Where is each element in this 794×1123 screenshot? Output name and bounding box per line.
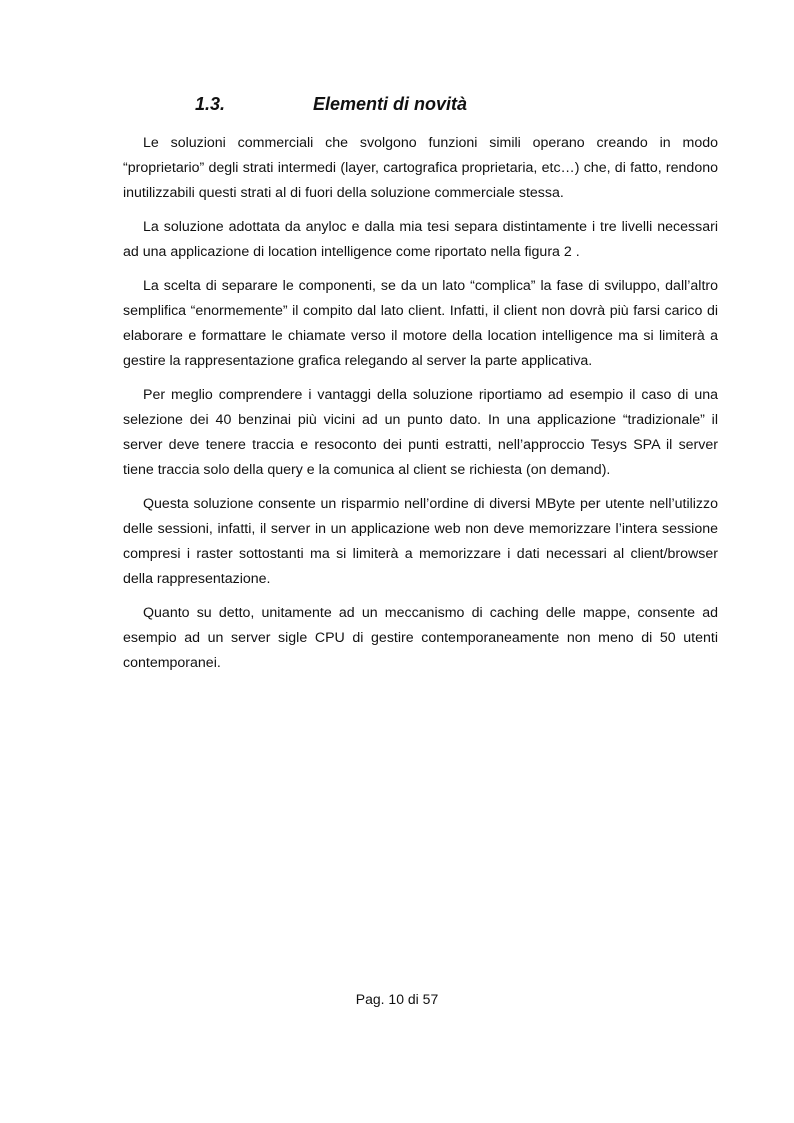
section-heading [0,92,794,122]
paragraph-2: La soluzione adottata da anyloc e dalla mia tesi separa distintamente i tre livelli necessari ad una applicazione di location intelligence come riportato nella figura 2 . [123,219,718,260]
paragraph-3: La scelta di separare le componenti, se da un lato “complica” la fase di sviluppo, dall’altro semplifica “enormemente” il compito dal lato client. Infatti, il client non dovrà più farsi carico di elaborare e formattare le chiamate verso il motore della location intelligence ma si limiterà a gestire la rappresentazione grafica relegando al server la parte applicativa. [123,278,718,369]
page-number: Pag. 10 di 57 [355,991,439,1007]
section-number: 1.3. [195,94,226,114]
section-body [123,131,718,685]
paragraph-6: Quanto su detto, unitamente ad un meccanismo di caching delle mappe, consente ad esempio ad un server sigle CPU di gestire contemporaneamente non meno di 50 utenti contemporanei. [123,605,718,671]
section-title: Elementi di novità [313,94,468,114]
page-footer [0,991,794,1007]
paragraph-1: Le soluzioni commerciali che svolgono funzioni simili operano creando in modo “proprietario” degli strati intermedi (layer, cartografica proprietaria, etc…) che, di fatto, rendono inutilizzabili questi strati al di fuori della soluzione commerciale stessa. [123,135,718,201]
paragraph-5: Questa soluzione consente un risparmio nell’ordine di diversi MByte per utente nell’utilizzo delle sessioni, infatti, il server in un applicazione web non deve memorizzare l’intera sessione compresi i raster sottostanti ma si limiterà a memorizzare i dati necessari al client/browser della rappresentazione. [123,496,718,587]
paragraph-4: Per meglio comprendere i vantaggi della soluzione riportiamo ad esempio il caso di una selezione dei 40 benzinai più vicini ad un punto dato. In una applicazione “tradizionale” il server deve tenere traccia e resoconto dei punti estratti, nell’approccio Tesys SPA il server tiene traccia solo della query e la comunica al client se richiesta (on demand). [123,387,718,478]
